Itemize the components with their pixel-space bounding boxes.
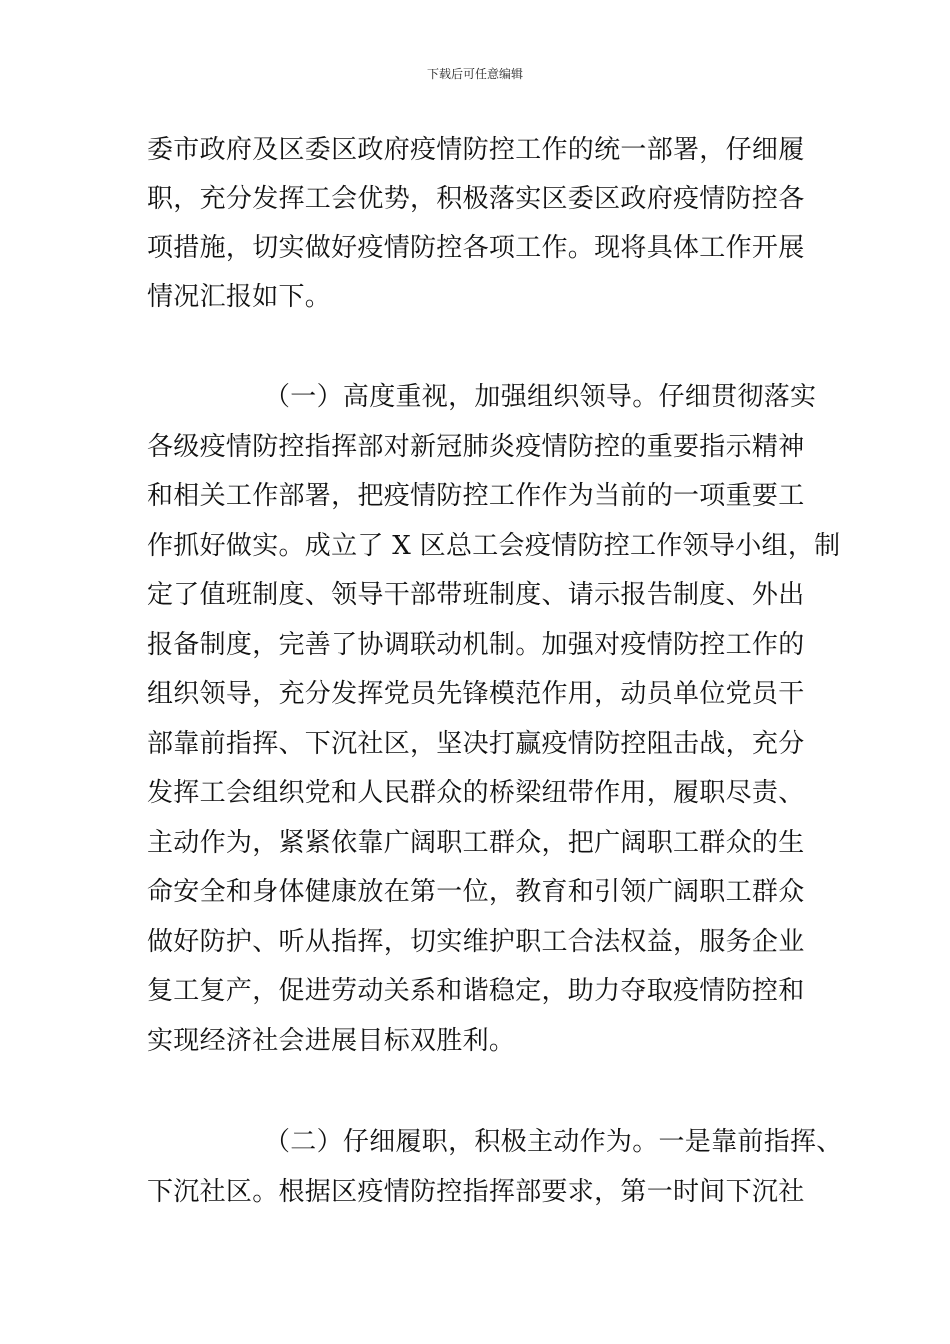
page-header-note: 下载后可任意编辑 — [426, 67, 523, 81]
text-line: 发挥工会组织党和人民群众的桥梁纽带作用，履职尽责、 — [147, 778, 805, 808]
text-line: 各级疫情防控指挥部对新冠肺炎疫情防控的重要指示精神 — [147, 432, 805, 462]
text-line: 主动作为，紧紧依靠广阔职工群众，把广阔职工群众的生 — [147, 828, 805, 858]
text-line: 下沉社区。根据区疫情防控指挥部要求，第一时间下沉社 — [147, 1177, 805, 1207]
text-line: 部靠前指挥、下沉社区，坚决打赢疫情防控阻击战，充分 — [147, 729, 805, 759]
text-line: 复工复产，促进劳动关系和谐稳定，助力夺取疫情防控和 — [147, 976, 805, 1006]
text-line: 组织领导，充分发挥党员先锋模范作用，动员单位党员干 — [147, 679, 805, 709]
text-line: 情况汇报如下。 — [147, 282, 332, 312]
text-line: 做好防护、听从指挥，切实维护职工合法权益，服务企业 — [147, 927, 805, 957]
text-line: 定了值班制度、领导干部带班制度、请示报告制度、外出 — [147, 580, 805, 610]
text-line: 实现经济社会进展目标双胜利。 — [147, 1026, 516, 1056]
text-line: 作抓好做实。成立了 X 区总工会疫情防控工作领导小组，制 — [147, 531, 841, 561]
text-line: 职，充分发挥工会优势，积极落实区委区政府疫情防控各 — [147, 184, 805, 214]
text-line: 命安全和身体健康放在第一位，教育和引领广阔职工群众 — [147, 877, 805, 907]
section-heading-line: （一）高度重视，加强组织领导。仔细贯彻落实 — [264, 382, 817, 412]
section-heading-line: （二）仔细履职，积极主动作为。一是靠前指挥、 — [264, 1127, 843, 1157]
text-line: 委市政府及区委区政府疫情防控工作的统一部署，仔细履 — [147, 135, 805, 165]
text-line: 和相关工作部署，把疫情防控工作作为当前的一项重要工 — [147, 481, 805, 511]
text-line: 报备制度，完善了协调联动机制。加强对疫情防控工作的 — [147, 630, 805, 660]
text-line: 项措施，切实做好疫情防控各项工作。现将具体工作开展 — [147, 233, 805, 263]
